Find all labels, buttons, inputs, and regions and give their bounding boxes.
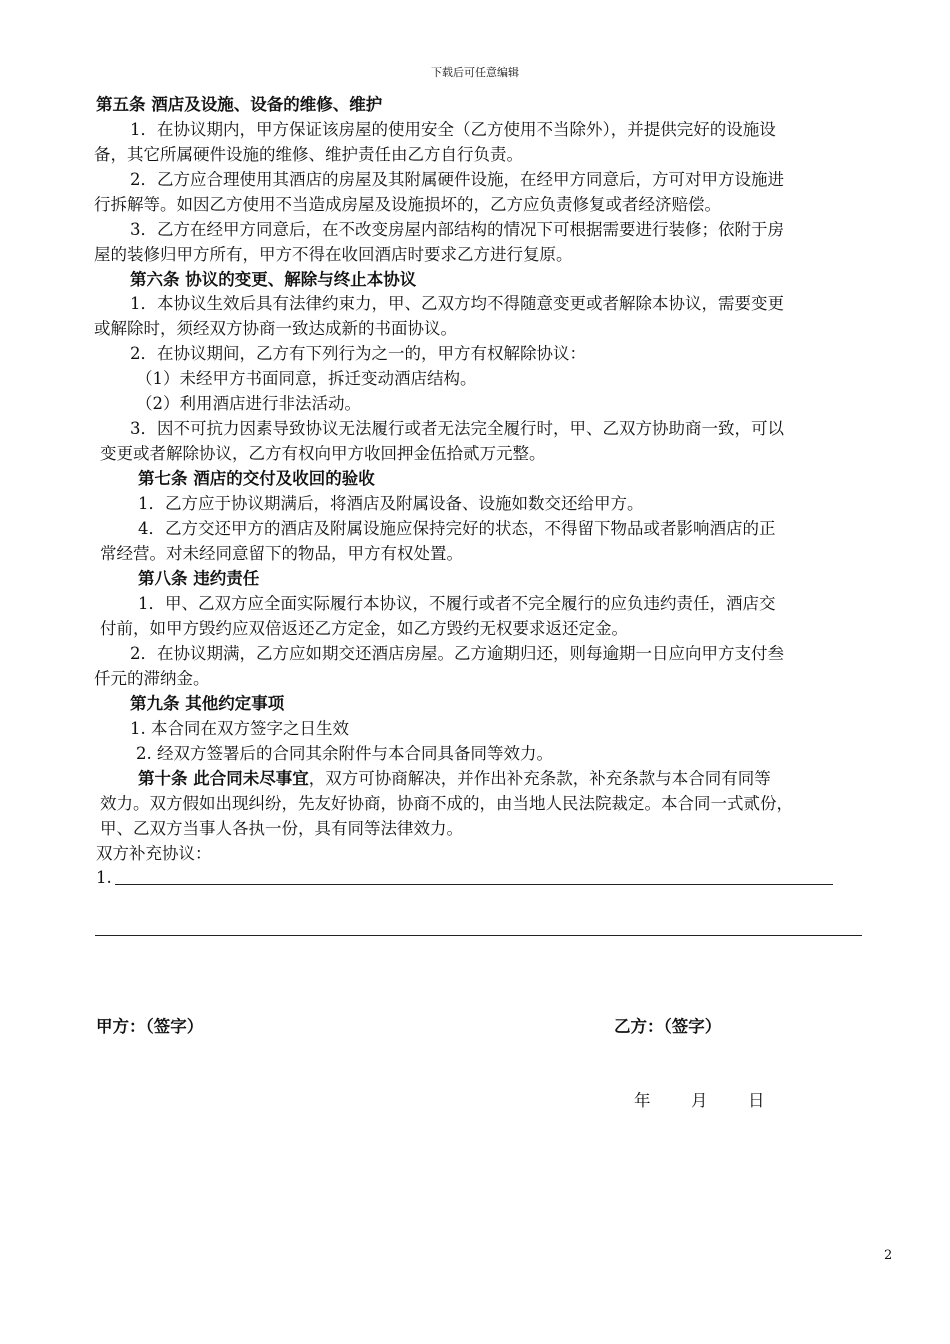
article-6-para-3-cont: 变更或者解除协议，乙方有权向甲方收回押金伍拾贰万元整。: [100, 444, 546, 463]
article-6-para-3: 3．因不可抗力因素导致协议无法履行或者无法完全履行时，甲、乙双方协助商一致，可以: [130, 419, 784, 438]
article-6-title: 第六条 协议的变更、解除与终止本协议: [130, 270, 417, 289]
date-year-label: 年: [634, 1091, 651, 1110]
article-8-title: 第八条 违约责任: [138, 569, 260, 588]
article-7-para-4: 4．乙方交还甲方的酒店及附属设施应保持完好的状态，不得留下物品或者影响酒店的正: [138, 519, 776, 538]
article-5-para-3: 3．乙方在经甲方同意后，在不改变房屋内部结构的情况下可根据需要进行装修；依附于房: [130, 220, 784, 239]
party-b-signature-label: 乙方：（签字）: [614, 1017, 722, 1036]
article-5-para-1-cont: 备，其它所属硬件设施的维修、维护责任由乙方自行负责。: [94, 145, 523, 164]
article-5-para-2: 2．乙方应合理使用其酒店的房屋及其附属硬件设施，在经甲方同意后，方可对甲方设施进: [130, 170, 784, 189]
article-8-para-2: 2．在协议期满，乙方应如期交还酒店房屋。乙方逾期归还，则每逾期一日应向甲方支付叁: [130, 644, 784, 663]
supplement-title: 双方补充协议：: [96, 844, 212, 863]
article-8-para-1-cont: 付前，如甲方毁约应双倍返还乙方定金，如乙方毁约无权要求返还定金。: [100, 619, 628, 638]
article-10-title: 第十条 此合同未尽事宜: [138, 769, 309, 788]
article-10-line-1: ，双方可协商解决，并作出补充条款，补充条款与本合同有同等: [308, 769, 771, 788]
article-6-para-1: 1．本协议生效后具有法律约束力，甲、乙双方均不得随意变更或者解除本协议，需要变更: [130, 294, 784, 313]
article-7-para-4-cont: 常经营。对未经同意留下的物品，甲方有权处置。: [100, 544, 463, 563]
article-9-para-2: 2. 经双方签署后的合同其余附件与本合同具备同等效力。: [136, 744, 553, 763]
article-5-title: 第五条 酒店及设施、设备的维修、维护: [96, 95, 383, 114]
article-10-line-2: 效力。双方假如出现纠纷，先友好协商，协商不成的，由当地人民法院裁定。本合同一式贰份，: [100, 794, 793, 813]
article-6-para-2: 2．在协议期间，乙方有下列行为之一的，甲方有权解除协议：: [130, 344, 586, 363]
supplement-item-1-line[interactable]: [115, 884, 833, 885]
article-6-item-1: （1）未经甲方书面同意，拆迁变动酒店结构。: [136, 369, 477, 388]
article-8-para-2-cont: 仟元的滞纳金。: [94, 669, 210, 688]
date-month-label: 月: [691, 1091, 708, 1110]
supplement-item-1-label: 1.: [96, 868, 112, 887]
page-header: 下载后可任意编辑: [431, 66, 519, 79]
supplement-item-2-line[interactable]: [95, 935, 862, 936]
article-7-para-1: 1．乙方应于协议期满后，将酒店及附属设备、设施如数交还给甲方。: [138, 494, 644, 513]
article-8-para-1: 1．甲、乙双方应全面实际履行本协议，不履行或者不完全履行的应负违约责任，酒店交: [138, 594, 776, 613]
article-10-para: [138, 768, 771, 790]
page-number: 2: [884, 1248, 893, 1263]
article-6-para-1-cont: 或解除时，须经双方协商一致达成新的书面协议。: [94, 319, 457, 338]
article-5-para-3-cont: 屋的装修归甲方所有，甲方不得在收回酒店时要求乙方进行复原。: [94, 245, 573, 264]
article-5-para-1: 1．在协议期内，甲方保证该房屋的使用安全（乙方使用不当除外），并提供完好的设施设: [130, 120, 776, 139]
article-6-item-2: （2）利用酒店进行非法活动。: [136, 394, 361, 413]
date-day-label: 日: [748, 1091, 765, 1110]
party-a-signature-label: 甲方：（签字）: [96, 1017, 204, 1036]
article-9-title: 第九条 其他约定事项: [130, 694, 285, 713]
article-7-title: 第七条 酒店的交付及收回的验收: [138, 469, 375, 488]
article-10-line-3: 甲、乙双方当事人各执一份，具有同等法律效力。: [100, 819, 463, 838]
article-9-para-1: 1. 本合同在双方签字之日生效: [130, 719, 349, 738]
article-5-para-2-cont: 行拆解等。如因乙方使用不当造成房屋及设施损坏的，乙方应负责修复或者经济赔偿。: [94, 195, 721, 214]
